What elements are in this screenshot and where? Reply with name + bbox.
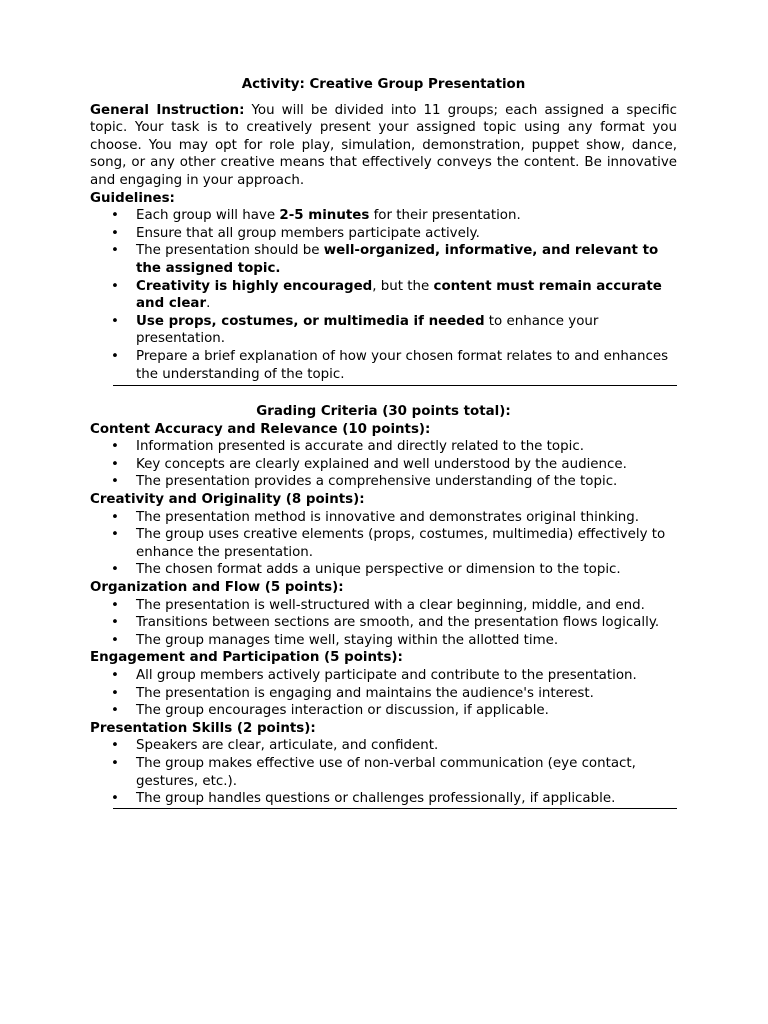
criteria-text: Transitions between sections are smooth, and the presentation flows logically.: [136, 615, 660, 631]
bullet-icon: •: [111, 225, 119, 241]
criteria-text: The group manages time well, staying within the allotted time.: [136, 632, 559, 648]
criteria-item: [90, 438, 677, 456]
guidelines-list: [90, 207, 677, 383]
general-instruction: [90, 102, 677, 190]
guideline-emphasis: 2-5 minutes: [279, 208, 370, 224]
criteria-text: The presentation is well-structured with a clear beginning, middle, and end.: [136, 597, 645, 613]
criteria-text: The chosen format adds a unique perspective or dimension to the topic.: [136, 562, 621, 578]
guideline-emphasis: Use props, costumes, or multimedia if needed: [136, 313, 485, 329]
bullet-icon: •: [111, 597, 119, 613]
guideline-item: [90, 207, 677, 225]
bullet-icon: •: [111, 632, 119, 648]
guidelines-heading: Guidelines:: [90, 190, 175, 206]
bullet-icon: •: [111, 685, 119, 701]
guideline-text: for their presentation.: [369, 208, 521, 224]
guideline-emphasis: well-organized, informative, and relevant to the assigned topic.: [136, 243, 659, 276]
guideline-emphasis: content must remain accurate and clear: [136, 278, 662, 312]
criteria-heading: Presentation Skills (2 points):: [90, 720, 316, 736]
guideline-item: [90, 242, 677, 277]
bullet-icon: •: [111, 527, 119, 543]
bullet-icon: •: [111, 439, 119, 455]
criteria-text: Key concepts are clearly explained and well understood by the audience.: [136, 456, 627, 472]
bullet-icon: •: [111, 313, 119, 329]
guideline-text: The presentation should be: [136, 243, 324, 259]
criteria-item: [90, 456, 677, 474]
criteria-item: [90, 473, 677, 491]
guideline-text: Ensure that all group members participate actively.: [136, 225, 480, 241]
criteria-text: Speakers are clear, articulate, and confident.: [136, 738, 439, 754]
bullet-icon: •: [111, 208, 119, 224]
bullet-icon: •: [111, 791, 119, 807]
section-divider: [113, 808, 677, 809]
bullet-icon: •: [111, 703, 119, 719]
criteria-text: All group members actively participate and contribute to the presentation.: [136, 668, 637, 683]
criteria-text: The group makes effective use of non-verbal communication (eye contact, gestures, etc.).: [136, 755, 636, 789]
bullet-icon: •: [111, 456, 119, 472]
criteria-item: [90, 597, 677, 615]
criteria-list: [90, 509, 677, 579]
document-page: [90, 76, 677, 809]
criteria-text: The presentation provides a comprehensive understanding of the topic.: [136, 474, 618, 490]
bullet-icon: •: [111, 348, 119, 364]
criteria-text: The presentation method is innovative and demonstrates original thinking.: [136, 509, 640, 525]
criteria-text: The presentation is engaging and maintains the audience's interest.: [136, 685, 594, 701]
criteria-item: [90, 737, 677, 755]
criteria-item: [90, 702, 677, 720]
bullet-icon: •: [111, 474, 119, 490]
guideline-text: .: [206, 296, 211, 312]
criteria-item: [90, 632, 677, 650]
general-instruction-label: General Instruction:: [90, 102, 245, 118]
general-instruction-text: You will be divided into 11 groups; each assigned a specific topic. Your task is to creatively present your assigned topic using any format you choose. You may opt for role play, simulation, demonstration, puppet show, dance, song, or any other creative means that effectively conveys the content. Be innovative and engaging in your approach.: [90, 102, 677, 188]
bullet-icon: •: [111, 509, 119, 525]
guideline-text: Each group will have: [136, 208, 280, 224]
criteria-item: [90, 755, 677, 790]
criteria-heading: Organization and Flow (5 points):: [90, 580, 344, 596]
guideline-text: to enhance your presentation.: [136, 313, 599, 347]
guideline-text: Prepare a brief explanation of how your chosen format relates to and enhances the understanding of the topic.: [136, 348, 669, 382]
bullet-icon: •: [111, 738, 119, 754]
guideline-item: [90, 225, 677, 243]
criteria-text: The group uses creative elements (props, costumes, multimedia) effectively to enhance the presentation.: [136, 527, 666, 560]
criteria-item: [90, 526, 677, 561]
criteria-list: [90, 737, 677, 807]
criteria-text: The group encourages interaction or discussion, if applicable.: [136, 703, 549, 719]
criteria-text: The group handles questions or challenges professionally, if applicable.: [136, 791, 616, 807]
document-title: Activity: Creative Group Presentation: [241, 77, 526, 92]
guideline-emphasis: Creativity is highly encouraged: [136, 278, 373, 294]
criteria-list: [90, 597, 677, 650]
criteria-heading: Engagement and Participation (5 points):: [90, 650, 403, 666]
bullet-icon: •: [111, 562, 119, 578]
criteria-item: [90, 509, 677, 527]
guideline-text: , but the: [372, 278, 434, 294]
criteria-item: [90, 685, 677, 703]
criteria-item: [90, 790, 677, 808]
criteria-text: Information presented is accurate and directly related to the topic.: [136, 439, 584, 455]
guideline-item: [90, 313, 677, 348]
criteria-heading: Creativity and Originality (8 points):: [90, 492, 365, 508]
criteria-item: [90, 667, 677, 685]
criteria-list: [90, 438, 677, 491]
bullet-icon: •: [111, 755, 119, 771]
criteria-item: [90, 561, 677, 579]
bullet-icon: •: [111, 243, 119, 259]
guideline-item: [90, 348, 677, 383]
criteria-heading: Content Accuracy and Relevance (10 points):: [90, 421, 431, 437]
grading-title: Grading Criteria (30 points total):: [256, 404, 511, 420]
criteria-item: [90, 614, 677, 632]
bullet-icon: •: [111, 278, 119, 294]
criteria-list: [90, 667, 677, 720]
bullet-icon: •: [111, 615, 119, 631]
section-divider: [113, 385, 677, 386]
guideline-item: [90, 278, 677, 313]
bullet-icon: •: [111, 668, 119, 683]
